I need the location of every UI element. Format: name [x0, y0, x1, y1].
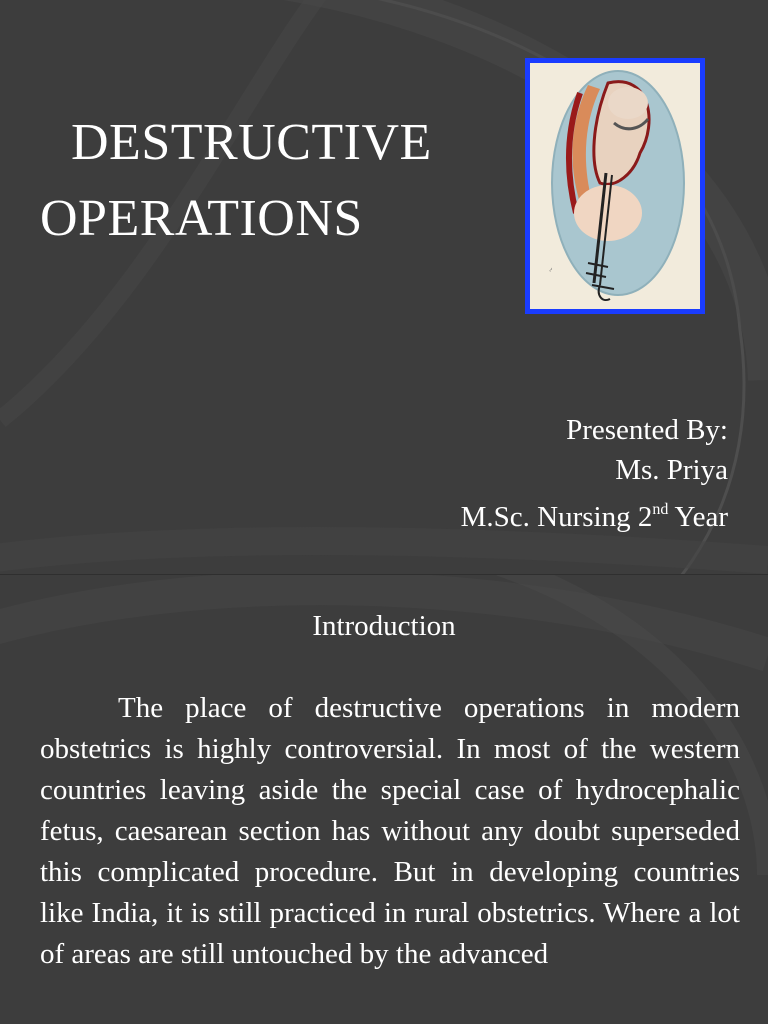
obstetric-illustration	[525, 58, 705, 314]
degree-superscript: nd	[652, 501, 669, 518]
presented-by-label: Presented By:	[566, 414, 728, 446]
svg-text:~: ~	[545, 265, 556, 274]
title-line-2: OPERATIONS	[40, 190, 363, 247]
introduction-paragraph: The place of destructive operations in modern obstetrics is highly controversial. In most of the western countries leaving aside the special case of hydrocephalic fetus, caesarean section has without any doubt superseded this complicated procedure. But in developing countries like India, it is still practiced in rural obstetrics. Where a lot of areas are still untouched by the advanced	[40, 692, 740, 970]
presenter-info	[461, 410, 728, 537]
introduction-heading: Introduction	[312, 610, 456, 642]
title-line-1: DESTRUCTIVE	[71, 114, 432, 171]
slide-title	[40, 105, 520, 257]
presenter-degree: M.Sc. Nursing 2nd Year	[460, 501, 728, 533]
presenter-name: Ms. Priya	[615, 454, 728, 486]
